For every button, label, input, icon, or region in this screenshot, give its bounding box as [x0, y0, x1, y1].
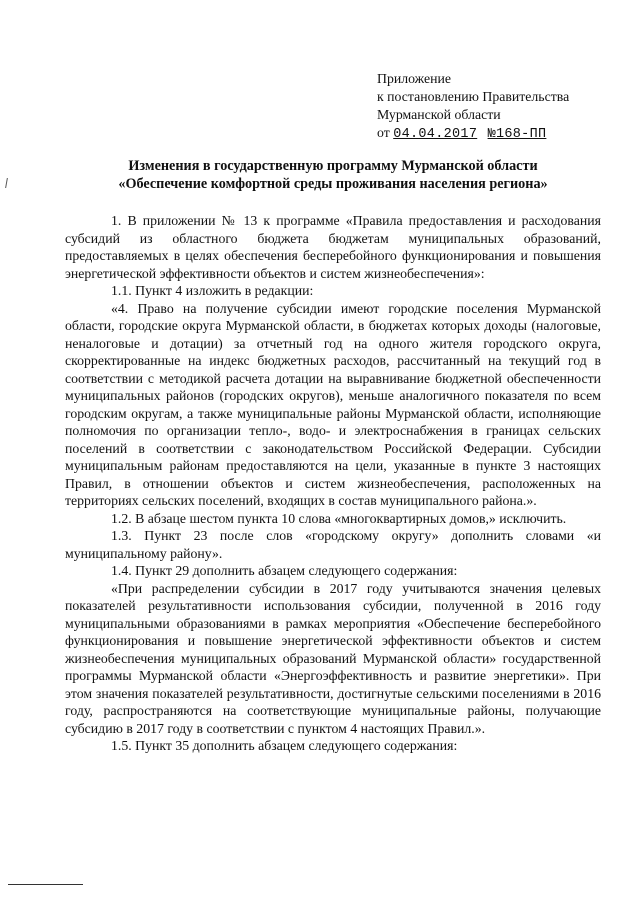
appendix-resolution: к постановлению Правительства — [377, 89, 570, 104]
paragraph-point-4: «4. Право на получение субсидии имеют городские поселения Мурманской области, городские округа Мурманской области, в бюджетах которых доходы (налоговые, неналоговые и дотации) за отчетный год на одного жителя городского округа, скорректированные на индекс бюджетных расходов, рассчитанный на текущий год в соответствии с методикой расчета дотации на выравнивание бюджетной обеспеченности муниципальных районов (городских округов), меньше аналогичного показателя по всем городским округам, а также муниципальные районы Мурманской области, исполняющие полномочия по организации тепло-, водо- и электроснабжения в границах сельских поселений в соответствии с законодательством Российской Федерации. Субсидии муниципальным районам предоставляются на цели, указанные в пункте 3 настоящих Правил, в отношении объектов и систем жизнеобеспечения, расположенных на территориях сельских поселений, входящих в состав муниципального района.». — [65, 300, 601, 508]
document-body — [65, 212, 601, 755]
appendix-date-line — [377, 124, 569, 144]
paragraph-1-2: 1.2. В абзаце шестом пункта 10 слова «многоквартирных домов,» исключить. — [111, 510, 567, 526]
title-line-1: Изменения в государственную программу Мурманской области — [128, 158, 538, 174]
margin-mark — [5, 178, 12, 188]
date-prefix: от — [377, 125, 390, 140]
document-title — [60, 157, 606, 193]
paragraph-subsidy-2017: «При распределении субсидии в 2017 году учитываются значения целевых показателей результативности использования субсидии, полученной в 2016 году муниципальными образованиями в рамках мероприятия «Обеспечение бесперебойного функционирования и повышение энергетической эффективности объектов и систем жизнеобеспечения муниципальных образований Мурманской области» государственной программы Мурманской области «Энергоэффективность и развитие энергетики». При этом значения показателей результативности, достигнутые сельскими поселениями в 2016 году, распространяются на соответствующие муниципальные районы, получающие субсидию в 2017 году в соответствии с пунктом 4 настоящих Правил.». — [65, 580, 601, 736]
appendix-title: Приложение — [377, 71, 452, 86]
paragraph-1-5: 1.5. Пункт 35 дополнить абзацем следующего содержания: — [111, 738, 458, 753]
paragraph-1-1: 1.1. Пункт 4 изложить в редакции: — [111, 283, 314, 298]
appendix-block — [377, 70, 569, 144]
paragraph-1: 1. В приложении № 13 к программе «Правила предоставления и расходования субсидий из областного бюджета бюджетам муниципальных образований, предоставляемых в целях обеспечения бесперебойного функционирования и повышения энергетической эффективности объектов и систем жизнеобеспечения»: — [65, 213, 601, 281]
paragraph-1-3: 1.3. Пункт 23 после слов «городскому округу» дополнить словами «и муниципальному району». — [65, 528, 601, 561]
resolution-date: 04.04.2017 — [393, 127, 478, 142]
title-line-2: «Обеспечение комфортной среды проживания населения региона» — [118, 176, 548, 192]
resolution-number: №168-ПП — [487, 127, 547, 142]
appendix-region: Мурманской области — [377, 107, 501, 122]
footer-divider — [8, 884, 83, 885]
paragraph-1-4: 1.4. Пункт 29 дополнить абзацем следующего содержания: — [111, 563, 458, 578]
